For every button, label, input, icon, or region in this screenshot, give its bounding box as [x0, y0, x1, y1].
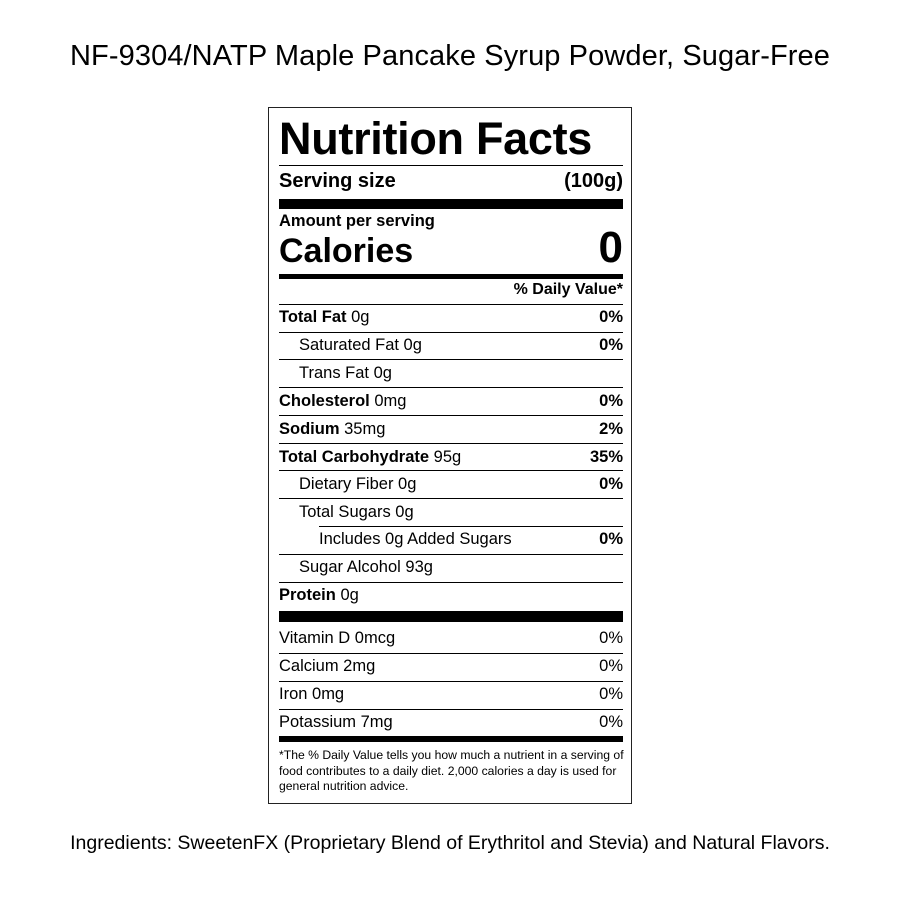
daily-value-footnote: *The % Daily Value tells you how much a nutrient in a serving of food contributes to a daily diet. 2,000 calories a day is used for general nutrition advice.	[279, 748, 624, 793]
thick-divider	[279, 199, 623, 209]
nutrient-row-dietary-fiber	[279, 471, 623, 498]
ingredients-statement: Ingredients: SweetenFX (Proprietary Blend of Erythritol and Stevia) and Natural Flavors.	[70, 832, 830, 854]
serving-size-row	[279, 166, 623, 196]
nutrient-row-sodium	[279, 416, 623, 443]
vitamin-name: Potassium 7mg	[279, 713, 393, 731]
nutrient-name: Sugar Alcohol 93g	[299, 558, 433, 576]
medium-divider	[279, 736, 623, 742]
nutrient-amount: 0g	[340, 586, 359, 604]
vitamin-name: Iron 0mg	[279, 685, 345, 703]
nutrient-dv: 0%	[599, 336, 623, 354]
nutrient-row-added-sugars	[279, 526, 623, 553]
nutrient-amount: 95g	[433, 448, 462, 466]
nutrient-name: Cholesterol	[279, 392, 370, 410]
nutrient-row-total-carbohydrate	[279, 444, 623, 471]
vitamin-name: Calcium 2mg	[279, 657, 376, 675]
nutrient-row-cholesterol	[279, 388, 623, 415]
product-title: NF-9304/NATP Maple Pancake Syrup Powder, Sugar-Free	[70, 40, 830, 72]
nutrient-name: Dietary Fiber 0g	[299, 475, 417, 493]
amount-per-serving: Amount per serving	[279, 212, 435, 230]
nutrient-name: Sodium	[279, 420, 340, 438]
vitamin-row-iron	[279, 681, 623, 708]
nutrient-dv: 0%	[599, 392, 623, 410]
vitamin-row-vitamin-d	[279, 625, 623, 652]
nutrient-row-protein	[279, 582, 623, 609]
nutrition-facts-label	[268, 107, 632, 804]
nutrient-amount: 0g	[351, 308, 370, 326]
vitamin-dv: 0%	[599, 657, 623, 675]
vitamin-dv: 0%	[599, 713, 623, 731]
nutrient-name: Trans Fat 0g	[299, 364, 392, 382]
nutrient-row-saturated-fat	[279, 332, 623, 359]
vitamin-dv: 0%	[599, 629, 623, 647]
thick-divider	[279, 611, 623, 622]
vitamin-name: Vitamin D 0mcg	[279, 629, 396, 647]
nutrient-row-sugar-alcohol	[279, 554, 623, 581]
nutrient-name: Total Fat	[279, 308, 347, 326]
nutrient-amount: 35mg	[344, 420, 386, 438]
vitamin-row-calcium	[279, 653, 623, 680]
nutrient-name: Includes 0g Added Sugars	[319, 530, 512, 548]
nutrient-row-total-fat	[279, 304, 623, 331]
serving-size-label: Serving size	[279, 170, 396, 192]
nutrient-name: Protein	[279, 586, 336, 604]
nutrient-dv: 0%	[599, 530, 623, 548]
nutrient-dv: 0%	[599, 475, 623, 493]
nutrient-name: Total Carbohydrate	[279, 448, 430, 466]
calories-label: Calories	[279, 232, 414, 270]
nutrient-name: Total Sugars 0g	[299, 503, 414, 521]
daily-value-header: % Daily Value*	[513, 281, 623, 298]
nutrient-dv: 35%	[589, 448, 623, 466]
nutrient-row-total-sugars	[279, 499, 623, 526]
nutrient-name: Saturated Fat 0g	[299, 336, 422, 354]
nutrition-facts-heading: Nutrition Facts	[279, 113, 593, 164]
nutrient-dv: 2%	[599, 420, 623, 438]
serving-size-value: (100g)	[564, 170, 623, 192]
vitamin-row-potassium	[279, 709, 623, 736]
calories-value: 0	[598, 223, 623, 272]
nutrient-dv: 0%	[599, 308, 623, 326]
vitamin-dv: 0%	[599, 685, 623, 703]
nutrient-amount: 0mg	[374, 392, 407, 410]
nutrient-row-trans-fat	[279, 360, 623, 387]
